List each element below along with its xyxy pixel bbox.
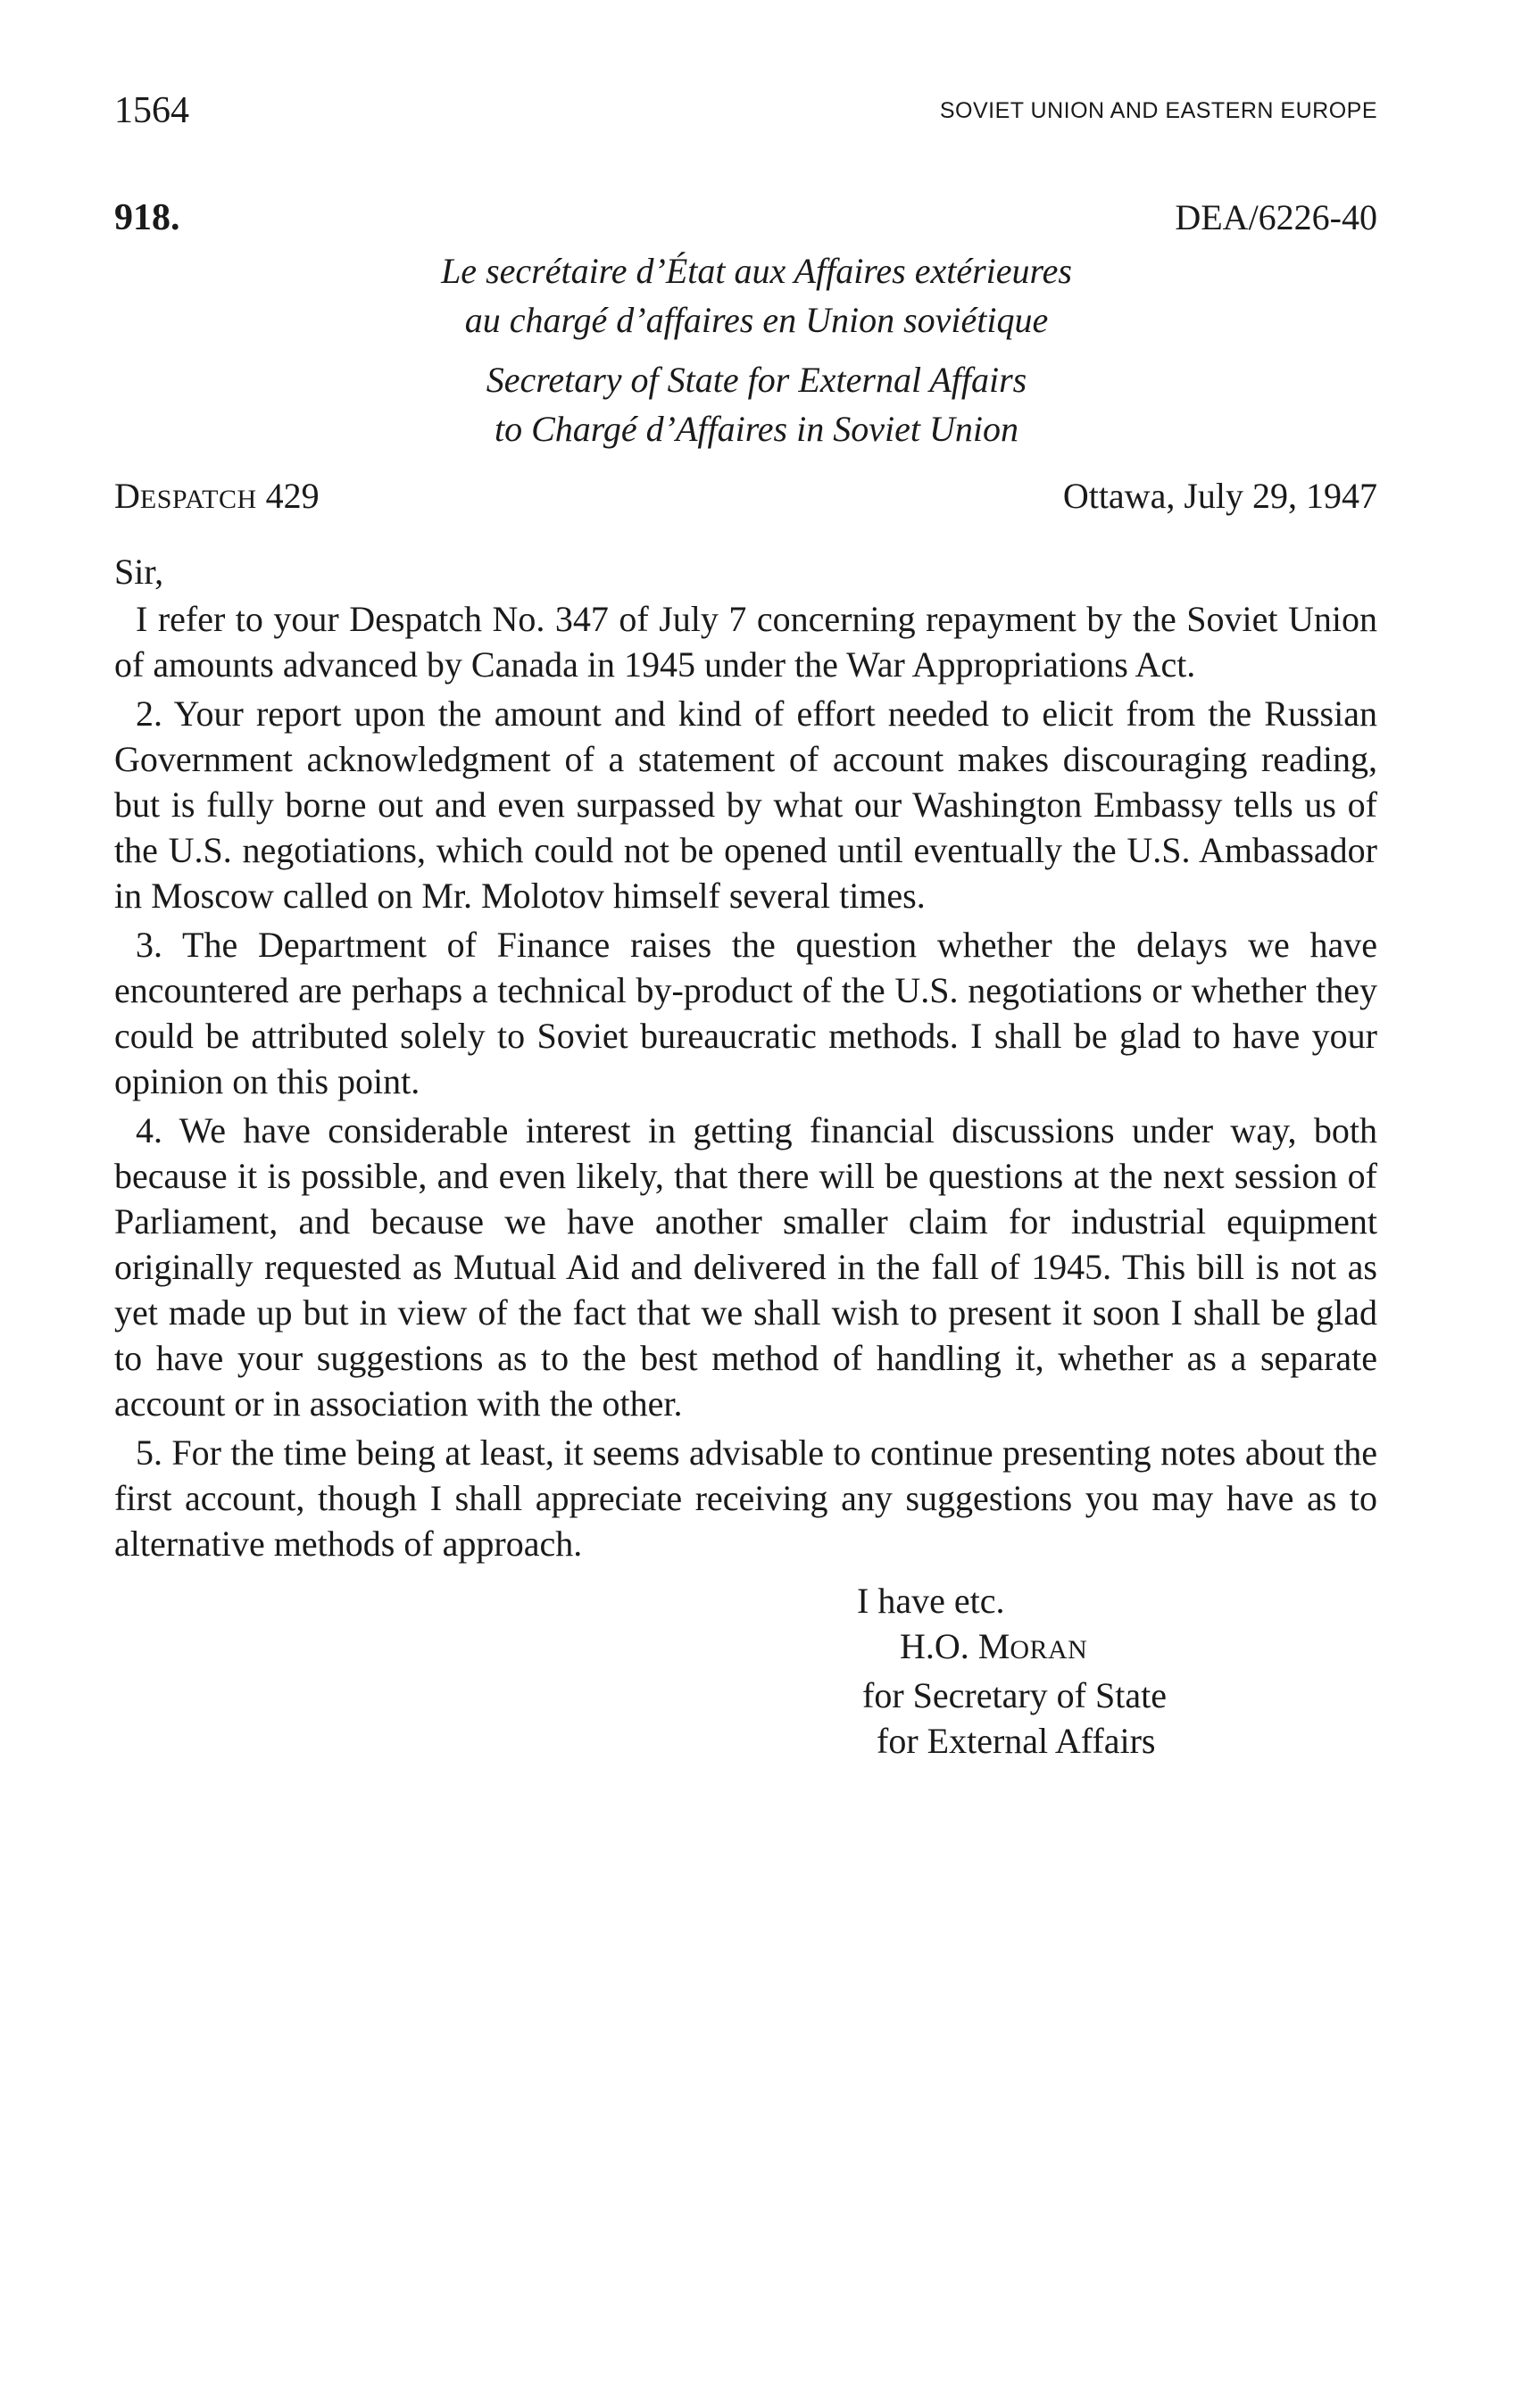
- salutation: Sir,: [114, 552, 164, 592]
- paragraph-1: I refer to your Despatch No. 347 of July 7 concerning repayment by the Soviet Union of amounts advanced by Canada in 1945 under the War Appropriations Act.: [114, 599, 1377, 685]
- despatch-number: 429: [256, 476, 320, 516]
- despatch-rest: ESPATCH: [139, 485, 257, 514]
- letter-body: [114, 596, 1377, 1570]
- file-reference: DEA/6226-40: [1175, 197, 1377, 237]
- title-french-line: Le secrétaire d’État aux Affaires extérieures: [441, 251, 1072, 291]
- title-english-line: to Chargé d’Affaires in Soviet Union: [495, 409, 1018, 449]
- signature: [821, 1623, 1303, 1673]
- paragraph-4: 4. We have considerable interest in getting financial discussions under way, both because it is possible, and even likely, that there will be questions at the next session of Parliament, and because we have another smaller claim for industrial equipment originally requested as Mutual Aid and delivered in the fall of 1945. This bill is not as yet made up but in view of the fact that we shall wish to present it soon I shall be glad to have your suggestions as to the best method of handling it, whether as a separate account or in association with the other.: [114, 1110, 1377, 1424]
- running-head: SOVIET UNION AND EASTERN EUROPE: [939, 98, 1377, 123]
- complimentary-close: I have etc.: [857, 1581, 1005, 1621]
- paragraph-5: 5. For the time being at least, it seems advisable to continue presenting notes about the first account, though I shall appreciate receiving any suggestions you may have as to alternative methods of approach.: [114, 1432, 1377, 1564]
- document-number: 918.: [114, 197, 180, 238]
- despatch-label: [114, 475, 320, 517]
- signature-title-line-1: for Secretary of State: [862, 1675, 1167, 1715]
- signature-title-line-2: for External Affairs: [877, 1721, 1156, 1761]
- title-french-line: au chargé d’affaires en Union soviétique: [464, 300, 1049, 340]
- dateline: Ottawa, July 29, 1947: [1062, 476, 1377, 516]
- closing-block: [821, 1578, 1303, 1764]
- title-french: [0, 246, 1513, 345]
- title-english-line: Secretary of State for External Affairs: [486, 360, 1027, 400]
- paragraph-3: 3. The Department of Finance raises the question whether the delays we have encountered are perhaps a technical by-product of the U.S. negotiations or whether they could be attributed solely to Soviet bureaucratic methods. I shall be glad to have your opinion on this point.: [114, 925, 1377, 1101]
- page-number: 1564: [114, 90, 189, 131]
- signature-rest: ORAN: [1010, 1635, 1088, 1665]
- despatch-initial: D: [114, 476, 140, 516]
- signature-prefix: H.O. M: [900, 1626, 1010, 1666]
- title-english: [0, 355, 1513, 453]
- paragraph-2: 2. Your report upon the amount and kind of effort needed to elicit from the Russian Government acknowledgment of a statement of account makes discouraging reading, but is fully borne out and even surpassed by what our Washington Embassy tells us of the U.S. negotiations, which could not be opened until eventually the U.S. Ambassador in Moscow called on Mr. Molotov himself several times.: [114, 693, 1377, 916]
